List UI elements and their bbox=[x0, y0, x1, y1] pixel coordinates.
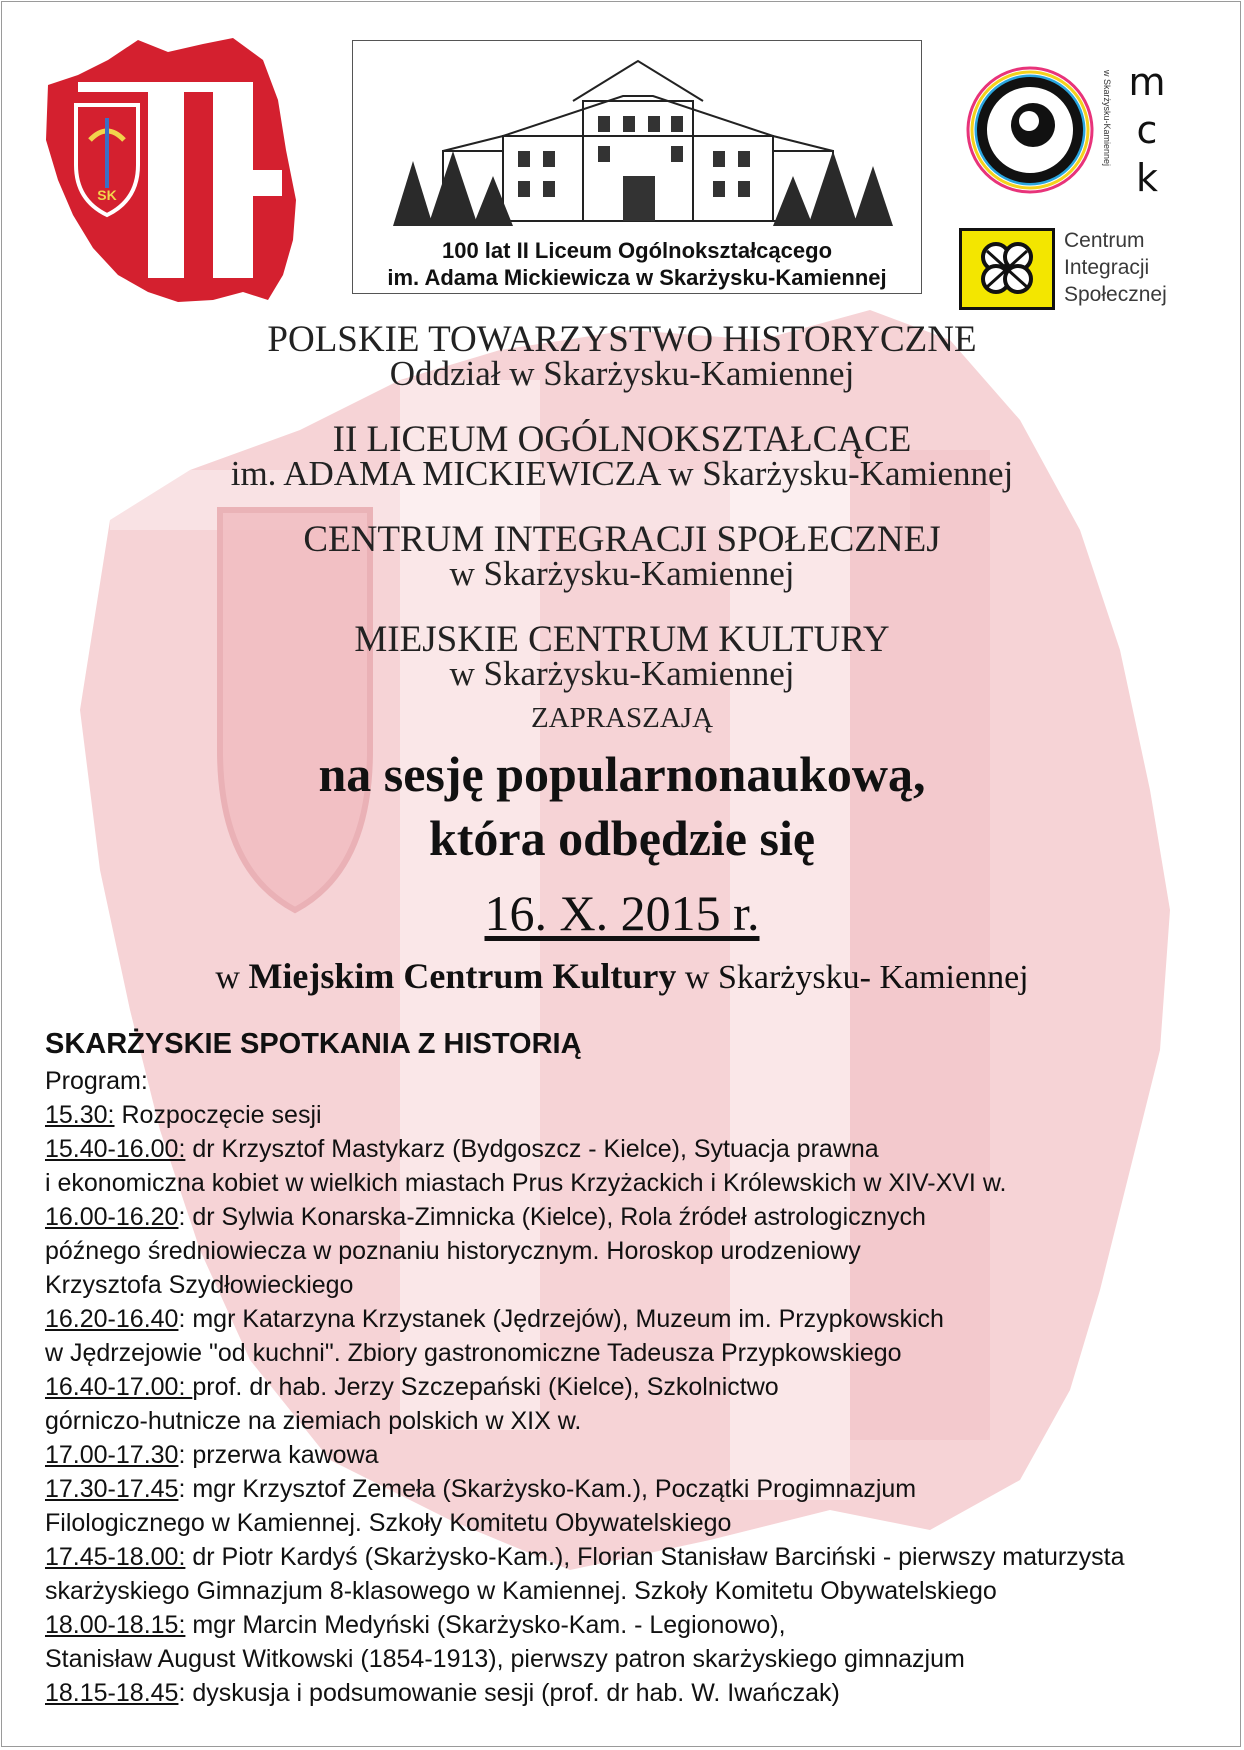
program-line bbox=[45, 1302, 1225, 1336]
program-line bbox=[45, 1540, 1225, 1574]
program-time: 18.00-18.15: bbox=[45, 1611, 186, 1639]
venue-suffix: w Skarżysku- Kamiennej bbox=[684, 959, 1029, 996]
program-time: 18.15-18.45 bbox=[45, 1679, 179, 1707]
mck-logo bbox=[955, 55, 1105, 205]
program-text: mgr Marcin Medyński (Skarżysko-Kam. - Legionowo), bbox=[185, 1611, 786, 1639]
organizer-sub: Oddział w Skarżysku-Kamiennej bbox=[389, 354, 855, 393]
invite-text: ZAPRASZAJĄ bbox=[530, 702, 714, 734]
program-time: 17.45-18.00: bbox=[45, 1543, 186, 1571]
program-line bbox=[45, 1268, 1225, 1302]
venue-prefix: w bbox=[215, 959, 240, 996]
organizer-sub: w Skarżysku-Kamiennej bbox=[449, 554, 795, 593]
program-line bbox=[45, 1608, 1225, 1642]
organizer-name: MIEJSKIE CENTRUM KULTURY bbox=[354, 619, 890, 660]
event-date: 16. X. 2015 r. bbox=[484, 885, 760, 941]
program-text: : dyskusja i podsumowanie sesji (prof. dr hab. W. Iwańczak) bbox=[178, 1679, 840, 1707]
program-text: : przerwa kawowa bbox=[178, 1441, 379, 1469]
program-text: dr Piotr Kardyś (Skarżysko-Kam.), Florian Stanisław Barciński - pierwszy maturzysta bbox=[185, 1543, 1125, 1571]
program-line bbox=[45, 1336, 1225, 1370]
program-text: : mgr Katarzyna Krzystanek (Jędrzejów), Muzeum im. Przypkowskich bbox=[178, 1305, 944, 1333]
mck-letters bbox=[1125, 60, 1169, 204]
program-text: i ekonomiczna kobiet w wielkich miastach Prus Krzyżackich i Królewskich w XIV-XVI w. bbox=[45, 1169, 1007, 1197]
school-caption-line1: 100 lat II Liceum Ogólnokształcącego bbox=[441, 238, 833, 263]
program-time: 16.00-16.20 bbox=[45, 1203, 179, 1231]
program-line bbox=[45, 1370, 1225, 1404]
program-text: skarżyskiego Gimnazjum 8-klasowego w Kamiennej. Szkoły Komitetu Obywatelskiego bbox=[45, 1577, 997, 1605]
school-caption bbox=[353, 237, 921, 291]
organizer-liceum bbox=[0, 419, 1244, 493]
program-text: górniczo-hutnicze na ziemiach polskich w XIX w. bbox=[45, 1407, 582, 1435]
program-time: 17.30-17.45 bbox=[45, 1475, 179, 1503]
headline-line2: która odbędzie się bbox=[428, 810, 816, 866]
mck-letters-text: mck bbox=[1125, 60, 1169, 204]
program-time: 15.40-16.00: bbox=[45, 1135, 186, 1163]
cis-line2: Integracji bbox=[1064, 256, 1150, 279]
program-title: SKARŻYSKIE SPOTKANIA Z HISTORIĄ bbox=[45, 1028, 582, 1060]
program-line bbox=[45, 1676, 1225, 1710]
organizer-sub: w Skarżysku-Kamiennej bbox=[449, 654, 795, 693]
program-text: Filologicznego w Kamiennej. Szkoły Komitetu Obywatelskiego bbox=[45, 1509, 732, 1537]
organizer-name: CENTRUM INTEGRACJI SPOŁECZNEJ bbox=[303, 519, 941, 560]
organizer-sub: im. ADAMA MICKIEWICZA w Skarżysku-Kamiennej bbox=[230, 454, 1014, 493]
program-line bbox=[45, 1166, 1225, 1200]
program bbox=[45, 1024, 1225, 1710]
program-text: dr Krzysztof Mastykarz (Bydgoszcz - Kielce), Sytuacja prawna bbox=[185, 1135, 879, 1163]
program-text: : mgr Krzysztof Zemeła (Skarżysko-Kam.), Początki Progimnazjum bbox=[178, 1475, 917, 1503]
school-building-illustration bbox=[353, 41, 923, 231]
program-time: 16.40-17.00: bbox=[45, 1373, 193, 1401]
program-line bbox=[45, 1200, 1225, 1234]
program-time: 15.30: bbox=[45, 1101, 115, 1129]
organizer-cis bbox=[0, 519, 1244, 593]
program-line bbox=[45, 1234, 1225, 1268]
program-line bbox=[45, 1506, 1225, 1540]
organizer-name: POLSKIE TOWARZYSTWO HISTORYCZNE bbox=[267, 319, 977, 360]
cis-logo bbox=[959, 228, 1055, 310]
organizer-mck bbox=[0, 619, 1244, 693]
program-line bbox=[45, 1574, 1225, 1608]
organizer-name: II LICEUM OGÓLNOKSZTAŁCĄCE bbox=[332, 419, 912, 460]
program-time: 17.00-17.30 bbox=[45, 1441, 179, 1469]
headline bbox=[0, 742, 1244, 870]
pth-emblem-text: SK bbox=[97, 187, 117, 203]
mck-small-text: w Skarżysku-Kamiennej bbox=[1102, 70, 1112, 167]
program-text: Stanisław August Witkowski (1854-1913), pierwszy patron skarżyskiego gimnazjum bbox=[45, 1645, 965, 1673]
organizer-pth bbox=[0, 319, 1244, 393]
cis-line3: Społecznej bbox=[1064, 283, 1167, 306]
program-text: Rozpoczęcie sesji bbox=[114, 1101, 322, 1129]
clover-icon bbox=[962, 231, 1052, 307]
venue bbox=[0, 955, 1244, 997]
program-label: Program: bbox=[45, 1067, 148, 1095]
program-time: 16.20-16.40 bbox=[45, 1305, 179, 1333]
cis-line1: Centrum bbox=[1064, 229, 1145, 252]
headline-line1: na sesję popularnonaukową, bbox=[318, 746, 926, 802]
program-line bbox=[45, 1642, 1225, 1676]
program-line bbox=[45, 1472, 1225, 1506]
program-line bbox=[45, 1438, 1225, 1472]
venue-place: Miejskim Centrum Kultury bbox=[248, 956, 677, 996]
program-text: późnego średniowiecza w poznaniu historycznym. Horoskop urodzeniowy bbox=[45, 1237, 861, 1265]
school-caption-line2: im. Adama Mickiewicza w Skarżysku-Kamiennej bbox=[387, 265, 887, 290]
program-text: w Jędrzejowie "od kuchni". Zbiory gastronomiczne Tadeusza Przypkowskiego bbox=[45, 1339, 902, 1367]
program-line bbox=[45, 1404, 1225, 1438]
program-line bbox=[45, 1098, 1225, 1132]
program-line bbox=[45, 1132, 1225, 1166]
cis-text bbox=[1064, 227, 1167, 308]
school-anniversary-box bbox=[352, 40, 922, 294]
pth-logo bbox=[38, 30, 302, 310]
program-text: : dr Sylwia Konarska-Zimnicka (Kielce), Rola źródeł astrologicznych bbox=[178, 1203, 926, 1231]
program-text: Krzysztofa Szydłowieckiego bbox=[45, 1271, 354, 1299]
program-text: prof. dr hab. Jerzy Szczepański (Kielce), Szkolnictwo bbox=[192, 1373, 779, 1401]
